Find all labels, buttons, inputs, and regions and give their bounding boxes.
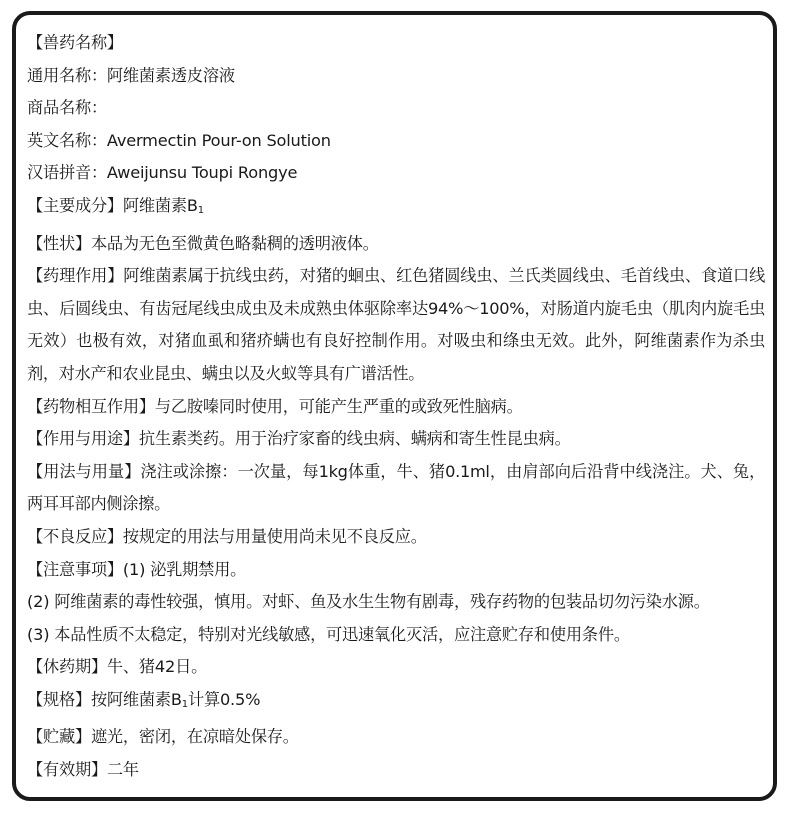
document-frame xyxy=(12,11,777,801)
precaution-1: 【注意事项】(1) 泌乳期禁用。 xyxy=(27,559,247,579)
characteristics: 【性状】本品为无色至微黄色略黏稠的透明液体。 xyxy=(27,233,379,253)
adverse-reactions: 【不良反应】按规定的用法与用量使用尚未见不良反应。 xyxy=(27,526,427,546)
validity: 【有效期】二年 xyxy=(27,760,139,780)
trade-name: 商品名称： xyxy=(27,98,107,118)
pharmacology: 【药理作用】阿维菌素属于抗线虫药，对猪的蛔虫、红色猪圆线虫、兰氏类圆线虫、毛首线虫、食道口线虫、后圆线虫、有齿冠尾线虫成虫及未成熟虫体驱除率达94%～100%，对肠道内旋毛虫（肌肉内旋毛虫无效）也极有效，对猪血虱和猪疥螨也有良好控制作用。对吸虫和绦虫无效。此外，阿维菌素作为杀虫剂，对水产和农业昆虫、螨虫以及火蚁等具有广谱活性。 xyxy=(27,266,765,383)
main-ingredient-subscript: 1 xyxy=(197,204,204,216)
indications: 【作用与用途】抗生素类药。用于治疗家畜的线虫病、螨病和寄生性昆虫病。 xyxy=(27,429,571,449)
withdrawal-period: 【休药期】牛、猪42日。 xyxy=(27,657,208,677)
english-name: 英文名称：Avermectin Pour-on Solution xyxy=(27,130,331,150)
drug-interactions: 【药物相互作用】与乙胺嗪同时使用，可能产生严重的或致死性脑病。 xyxy=(27,396,523,416)
storage: 【贮藏】遮光，密闭，在凉暗处保存。 xyxy=(27,727,299,747)
main-ingredient-text: 【主要成分】阿维菌素B xyxy=(27,195,198,215)
precaution-3: (3) 本品性质不太稳定，特别对光线敏感，可迅速氧化灭活，应注意贮存和使用条件。 xyxy=(27,624,630,644)
dosage: 【用法与用量】浇注或涂擦：一次量，每1kg体重，牛、猪0.1ml，由肩部向后沿背中线浇注。犬、兔，两耳耳部内侧涂擦。 xyxy=(27,461,765,514)
precaution-2: (2) 阿维菌素的毒性较强，慎用。对虾、鱼及水生生物有剧毒，残存药物的包装品切勿污染水源。 xyxy=(27,592,710,612)
pinyin-name: 汉语拼音：Aweijunsu Toupi Rongye xyxy=(27,163,298,183)
section-drug-name-heading: 【兽药名称】 xyxy=(27,33,123,52)
specification-prefix: 【规格】按阿维菌素B xyxy=(27,689,182,709)
specification-suffix: 计算0.5% xyxy=(187,689,261,709)
specification-subscript: 1 xyxy=(181,698,188,710)
main-ingredient xyxy=(27,190,765,228)
generic-name: 通用名称：阿维菌素透皮溶液 xyxy=(27,65,235,85)
specification xyxy=(27,684,765,722)
label-content xyxy=(27,27,765,787)
